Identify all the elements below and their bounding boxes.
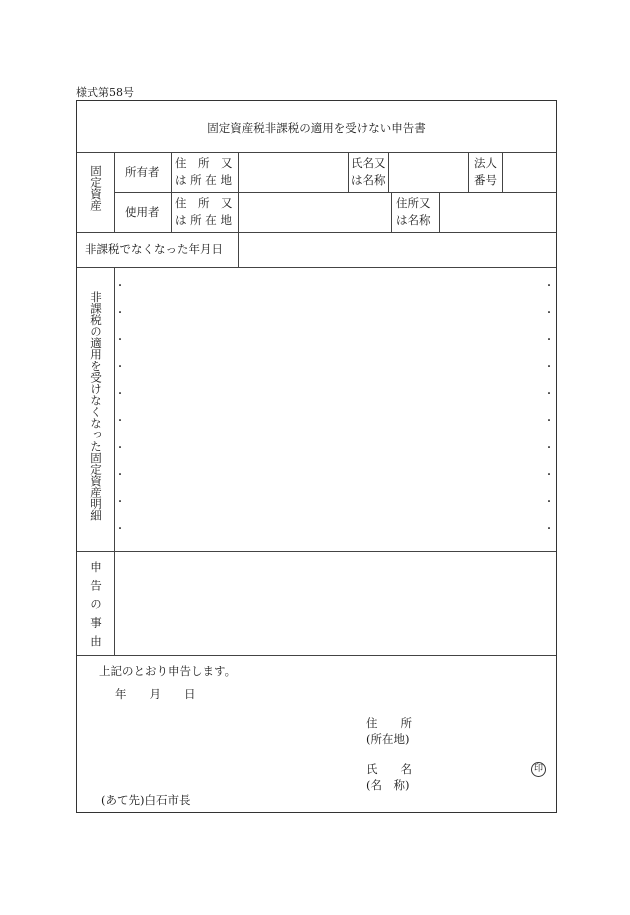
exemption-end-date-label: 非課税でなくなった年月日 bbox=[85, 242, 223, 256]
detail-row-dot-left: ・ bbox=[115, 281, 125, 292]
divider-address-label-col bbox=[238, 152, 239, 232]
detail-row-dot-right: ・ bbox=[544, 524, 554, 535]
detail-row-dot-right: ・ bbox=[544, 443, 554, 454]
user-address-label-1: 住 所 又 bbox=[175, 196, 233, 210]
user-name-label-1: 住所又 bbox=[396, 196, 431, 210]
declaration-statement: 上記のとおり申告します。 bbox=[99, 664, 237, 678]
fixed-asset-label: 固定資産 bbox=[89, 165, 103, 211]
declarant-name-label-1: 氏 名 bbox=[366, 762, 412, 776]
declarant-name-label-2: (名 称) bbox=[366, 778, 410, 792]
divider-role-col bbox=[171, 152, 172, 232]
owner-label: 所有者 bbox=[125, 165, 160, 179]
detail-row-dot-right: ・ bbox=[544, 497, 554, 508]
detail-row-dot-right: ・ bbox=[544, 281, 554, 292]
reason-label: 申告の事由 bbox=[89, 561, 103, 654]
detail-row-dot-left: ・ bbox=[115, 443, 125, 454]
divider-asset-date bbox=[77, 232, 556, 233]
user-name-label-2: は名称 bbox=[396, 213, 431, 227]
owner-address-label-2: は 所 在 地 bbox=[175, 173, 232, 187]
declarant-address-label-2: (所在地) bbox=[366, 732, 410, 746]
divider-user-name-label bbox=[391, 192, 392, 232]
detail-row-dot-left: ・ bbox=[115, 335, 125, 346]
form-title: 固定資産税非課税の適用を受けない申告書 bbox=[207, 121, 426, 135]
seal-mark: 印 bbox=[531, 762, 546, 777]
user-label: 使用者 bbox=[125, 205, 160, 219]
divider-asset-col bbox=[114, 152, 115, 232]
divider-date-col bbox=[238, 232, 239, 267]
declaration-date: 年 月 日 bbox=[115, 687, 196, 701]
detail-row-dot-left: ・ bbox=[115, 308, 125, 319]
divider-corp-value bbox=[502, 152, 503, 192]
details-label: 非課税の適用を受けなくなった固定資産明細 bbox=[89, 291, 103, 521]
divider-title bbox=[77, 152, 556, 153]
owner-name-label-2: は名称 bbox=[351, 173, 386, 187]
detail-row-dot-right: ・ bbox=[544, 416, 554, 427]
owner-name-label-1: 氏名又 bbox=[351, 156, 386, 170]
detail-row-dot-left: ・ bbox=[115, 497, 125, 508]
divider-corp-label bbox=[468, 152, 469, 192]
detail-row-dot-left: ・ bbox=[115, 524, 125, 535]
divider-details-reason bbox=[77, 551, 556, 552]
divider-owner-name-value bbox=[388, 152, 389, 192]
divider-user-name-value bbox=[439, 192, 440, 232]
detail-row-dot-left: ・ bbox=[115, 470, 125, 481]
divider-reason-declaration bbox=[77, 655, 556, 656]
form-number: 様式第58号 bbox=[76, 86, 134, 99]
detail-row-dot-left: ・ bbox=[115, 389, 125, 400]
owner-address-label-1: 住 所 又 bbox=[175, 156, 233, 170]
recipient: (あて先)白石市長 bbox=[101, 793, 191, 807]
detail-row-dot-left: ・ bbox=[115, 362, 125, 373]
corp-number-label-1: 法人 bbox=[474, 156, 497, 170]
detail-row-dot-right: ・ bbox=[544, 335, 554, 346]
user-address-label-2: は 所 在 地 bbox=[175, 213, 232, 227]
divider-details-reason-col bbox=[114, 267, 115, 655]
declarant-address-label-1: 住 所 bbox=[366, 716, 412, 730]
detail-row-dot-right: ・ bbox=[544, 389, 554, 400]
divider-owner-user bbox=[114, 192, 556, 193]
tax-declaration-form bbox=[76, 100, 557, 813]
detail-row-dot-right: ・ bbox=[544, 362, 554, 373]
detail-row-dot-left: ・ bbox=[115, 416, 125, 427]
corp-number-label-2: 番号 bbox=[474, 173, 497, 187]
divider-date-details bbox=[77, 267, 556, 268]
divider-owner-name-label bbox=[348, 152, 349, 192]
detail-row-dot-right: ・ bbox=[544, 308, 554, 319]
detail-row-dot-right: ・ bbox=[544, 470, 554, 481]
